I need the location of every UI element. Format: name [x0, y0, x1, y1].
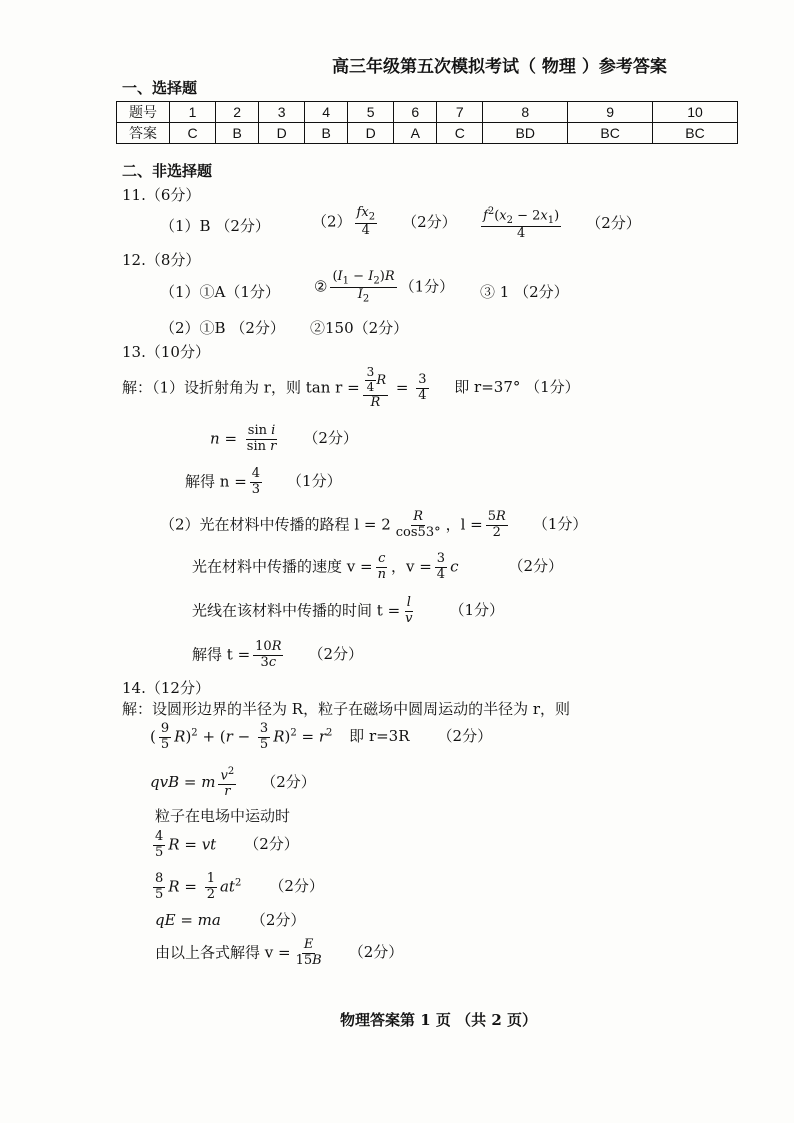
q14-line6-formula-b: $\frac{1}{2}$	[206, 871, 215, 902]
q13-line1: 解：（1）设折射角为 r，则 tan r = $\frac{3}{4}$ R R = $\frac{3}{4}$ 即 r=37° （1分）	[122, 365, 580, 410]
answer-cell: BC	[568, 123, 653, 144]
answer-cell: BD	[483, 123, 568, 144]
q14-line3: qvB = m $\frac{v^2}{r}$ （2分）	[150, 766, 316, 800]
q11-part2-label: （2）	[312, 212, 352, 231]
q13-line7-formula: $\frac{10R}{3c}$	[255, 639, 282, 670]
q13-line6-formula: $\frac{l}{v}$	[405, 595, 413, 626]
page-title: 高三年级第五次模拟考试（ 物理 ）参考答案	[332, 57, 667, 77]
q13-heading: 13.（10分）	[122, 343, 210, 361]
q12-a1: （1）①A（1分）	[160, 283, 280, 301]
q13-line7	[192, 640, 363, 671]
q12-a2	[314, 270, 454, 305]
q11-heading: 11.（6分）	[122, 186, 201, 204]
q14-line7-score: （2分）	[250, 911, 306, 929]
page-footer: 物理答案第 1 页 （共 2 页）	[340, 1011, 537, 1029]
table-row	[117, 123, 738, 144]
q13-line4	[160, 510, 587, 541]
answer-cell: B	[305, 123, 348, 144]
q12-a2-score: （1分）	[399, 277, 455, 296]
q13-line4-formula-path: $\frac{R}{\cos 53^\circ}$	[395, 509, 441, 540]
q13-line4-score: （1分）	[532, 515, 588, 534]
question-number: 1	[170, 102, 216, 123]
q13-line5-formula-speed: $\frac{c}{n}$	[377, 551, 386, 582]
table-row-label: 答案	[117, 123, 170, 144]
q14-line6-score: （2分）	[269, 877, 324, 896]
answer-cell: D	[259, 123, 305, 144]
q11-part3-formula: $\frac{f^2(x_2 - 2x_1)}{4}$	[483, 206, 560, 242]
q14-line5-formula: $\frac{4}{5}$	[155, 829, 164, 860]
q13-line4-text: （2）光在材料中传播的路程 l = 2	[160, 515, 391, 534]
q14-line6-formula-a: $\frac{8}{5}$	[155, 871, 164, 902]
q13-line5-mid: ，v =	[390, 557, 432, 576]
q11-part2-formula: $\frac{fx_2}{4}$	[356, 205, 376, 239]
q13-line5: 光在材料中传播的速度 v = $\frac{c}{n}$ ，v = $\frac{3}{4}$ c （2分）	[192, 551, 564, 582]
q14-line5-score: （2分）	[244, 835, 299, 854]
q11-part3-score: （2分）	[586, 214, 641, 233]
q13-line6-score: （1分）	[449, 601, 505, 620]
q14-line4: 粒子在电场中运动时	[155, 807, 291, 825]
q14-line8-score: （2分）	[348, 943, 404, 962]
q12-b1: （2）①B （2分）	[160, 319, 285, 337]
q13-line6-text: 光线在该材料中传播的时间 t =	[192, 601, 401, 620]
q11-part1: （1）B （2分）	[160, 217, 270, 235]
q12-a2-formula: $\frac{(I_1 - I_2)R}{I_2}$	[332, 269, 395, 305]
q11-part2-score: （2分）	[402, 212, 457, 231]
q12-a2-label: ②	[314, 277, 328, 296]
q13-line1-result: 即 r=37° （1分）	[454, 378, 580, 397]
q14-line2-result: 即 r=3R	[349, 727, 410, 746]
q14-line8-text: 由以上各式解得 v =	[155, 943, 291, 962]
answer-cell: C	[170, 123, 216, 144]
q13-line5-formula-value: $\frac{3}{4}$	[436, 551, 446, 582]
q14-line7	[155, 912, 305, 929]
q13-line2: n = $\frac{\text{sin i}}{\text{sin r}}$ （2分）	[210, 423, 358, 454]
q13-line1-text: 解：（1）设折射角为 r，则 tan r =	[122, 378, 360, 397]
q13-line3	[185, 467, 342, 498]
q13-line3-score: （1分）	[287, 472, 342, 491]
question-number: 6	[394, 102, 437, 123]
q14-line2-score: （2分）	[437, 727, 493, 746]
q14-line3-score: （2分）	[261, 773, 316, 792]
answer-cell: B	[216, 123, 259, 144]
question-number: 3	[259, 102, 305, 123]
q13-line6	[192, 596, 504, 627]
section-title-choice: 一、选择题	[122, 79, 198, 97]
q11-part2	[312, 206, 457, 239]
q12-heading: 12.（8分）	[122, 251, 201, 269]
q14-line2-frac-b: $\frac{3}{5}$	[259, 721, 269, 752]
q14-heading: 14.（12分）	[122, 679, 210, 697]
question-number: 2	[216, 102, 259, 123]
answer-cell: BC	[653, 123, 738, 144]
answer-cell: C	[437, 123, 483, 144]
section-title-nonchoice: 二、非选择题	[122, 162, 213, 180]
q13-line4-formula-length: $\frac{5R}{2}$	[487, 509, 506, 540]
q12-a3: ③ 1 （2分）	[480, 283, 569, 301]
question-number: 5	[348, 102, 394, 123]
q13-line5-score: （2分）	[508, 557, 564, 576]
q14-line6: $\frac{8}{5}$ R = $\frac{1}{2}$ $at^2$ （2分）	[155, 871, 324, 902]
q11-part3	[478, 206, 641, 242]
q14-line2-frac-a: $\frac{9}{5}$	[160, 721, 170, 752]
q14-line2: ( $\frac{9}{5}$ R)$^2$ + (r − $\frac{3}{5}$ $R)^2 = r^2$ 即 r=3R （2分）	[150, 721, 493, 752]
q13-line1-fraction-value: $\frac{3}{4}$	[418, 371, 427, 403]
answer-cell: A	[394, 123, 437, 144]
q14-line8	[155, 938, 403, 969]
q13-line2-formula: $\frac{\text{sin i}}{\text{sin r}}$	[246, 423, 277, 454]
q13-line4-mid: ，l =	[445, 515, 483, 534]
table-row	[117, 102, 738, 123]
q14-line7-text: qE = ma	[155, 911, 221, 929]
q13-line3-formula: $\frac{4}{3}$	[251, 466, 261, 497]
q13-line2-score: （2分）	[303, 429, 358, 448]
q13-line7-score: （2分）	[308, 645, 364, 664]
q13-line7-text: 解得 t =	[192, 645, 251, 664]
q13-line5-text: 光在材料中传播的速度 v =	[192, 557, 373, 576]
q14-line5: $\frac{4}{5}$ R = vt （2分）	[155, 829, 299, 860]
question-number: 8	[483, 102, 568, 123]
q13-line3-text: 解得 n =	[185, 472, 247, 491]
q14-line1: 解：设圆形边界的半径为 R，粒子在磁场中圆周运动的半径为 r，则	[122, 700, 571, 718]
q12-b2: ②150（2分）	[310, 319, 409, 337]
answer-table	[116, 101, 738, 144]
question-number: 9	[568, 102, 653, 123]
question-number: 10	[653, 102, 738, 123]
question-number: 4	[305, 102, 348, 123]
q13-line1-fraction-tan: $\frac{3}{4}$ R R	[363, 366, 388, 411]
answer-cell: D	[348, 123, 394, 144]
table-row-label: 题号	[117, 102, 170, 123]
q14-line8-formula: $\frac{E}{15B}$	[295, 937, 322, 968]
question-number: 7	[437, 102, 483, 123]
q14-line3-formula: $\frac{v^2}{r}$	[220, 766, 235, 800]
